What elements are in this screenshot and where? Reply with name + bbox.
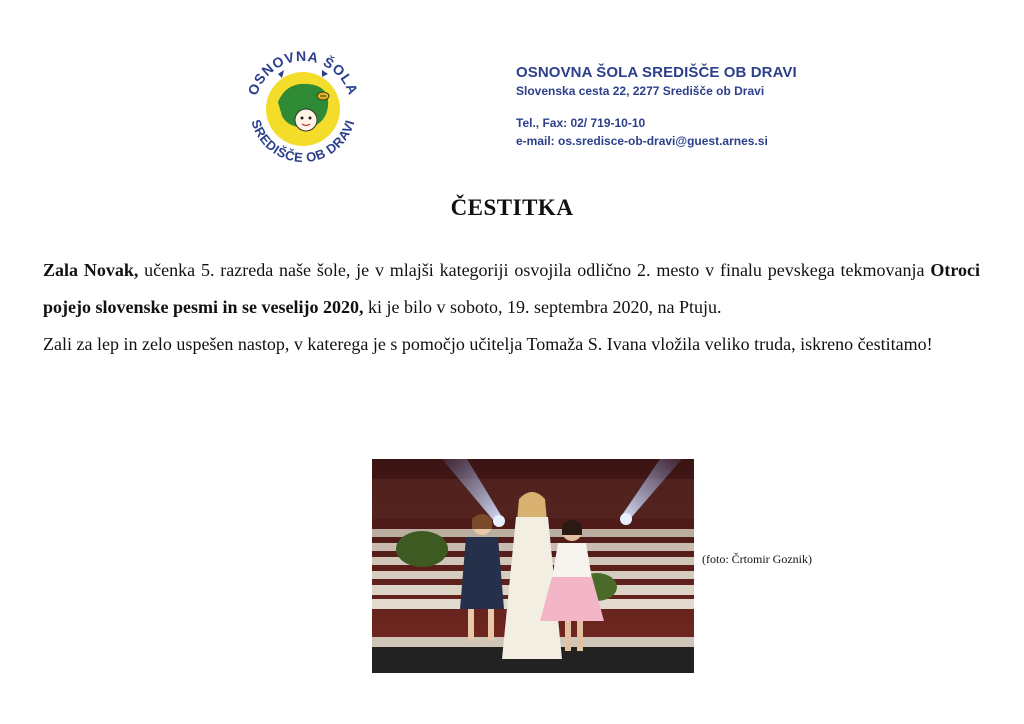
- school-phone: Tel., Fax: 02/ 719-10-10: [516, 116, 646, 130]
- award-text-part1: učenka 5. razreda naše šole, je v mlajši kategoriji osvojila odlično 2. mesto v finalu pevskega tekmovanja: [138, 260, 931, 280]
- award-text-part2: ki je bilo v soboto, 19. septembra 2020, na Ptuju.: [363, 297, 722, 317]
- student-name: Zala Novak,: [43, 260, 139, 280]
- school-logo: [238, 44, 368, 174]
- document-body: [43, 252, 980, 363]
- document-title: ČESTITKA: [450, 195, 574, 220]
- logo-bottom-text: SREDIŠČE OB DRAVI: [248, 117, 358, 166]
- photo-caption: (foto: Črtomir Goznik): [702, 552, 812, 566]
- paragraph-congrats: Zali za lep in zelo uspešen nastop, v katerega je s pomočjo učitelja Tomaža S. Ivana vložila veliko truda, iskreno čestitamo!: [43, 334, 933, 354]
- event-photo: [372, 459, 694, 673]
- competition-name: Otroci pojejo slovenske pesmi in se veselijo 2020,: [43, 260, 980, 317]
- logo-top-text: OSNOVNA ŠOLA: [244, 47, 362, 98]
- school-email: e-mail: os.sredisce-ob-dravi@guest.arnes.si: [516, 134, 768, 148]
- school-address: Slovenska cesta 22, 2277 Središče ob Dravi: [516, 84, 765, 98]
- school-info: [516, 64, 797, 148]
- school-name: OSNOVNA ŠOLA SREDIŠČE OB DRAVI: [516, 64, 797, 81]
- paragraph-award: [43, 252, 980, 326]
